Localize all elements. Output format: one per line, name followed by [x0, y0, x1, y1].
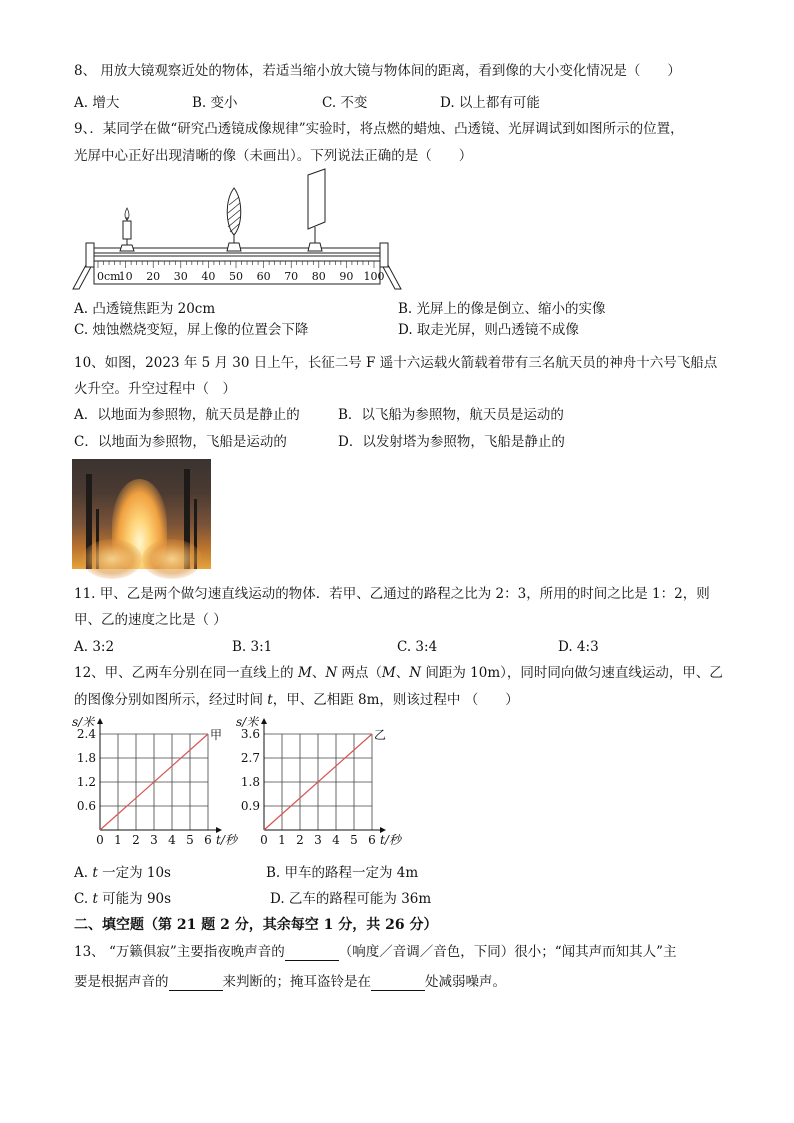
q9-option-c: C. 烛蚀燃烧变短，屏上像的位置会下降 — [74, 322, 309, 338]
rocket-launch-photo — [72, 459, 211, 569]
x-tick-label: 2 — [132, 833, 140, 847]
x-tick-label: 2 — [296, 833, 304, 847]
ruler-label: 70 — [284, 270, 299, 283]
ruler-label: 60 — [256, 270, 271, 283]
x-tick-label: 6 — [204, 833, 212, 847]
q8-option-c: C. 不变 — [322, 95, 368, 111]
q9-option-a: A. 凸透镜焦距为 20cm — [74, 301, 216, 317]
ruler-label: 50 — [229, 270, 243, 283]
ruler-label: 80 — [311, 270, 326, 283]
ruler-label: 100 — [363, 270, 385, 283]
q10-option-d: D．以发射塔为参照物，飞船是静止的 — [338, 434, 565, 450]
y-axis-arrow — [261, 718, 267, 724]
ruler-label: 30 — [173, 270, 188, 283]
q11-option-c: C. 3:4 — [397, 639, 438, 655]
bench-right-post — [380, 243, 388, 267]
q10-stem-line1: 10、如图，2023 年 5 月 30 日上午，长征二号 F 遥十六运载火箭载着带有三名航天员的神舟十六号飞船点 — [74, 355, 718, 371]
q10-option-c: C．以地面为参照物，飞船是运动的 — [74, 434, 287, 450]
series-label: 乙 — [374, 728, 387, 742]
ruler-label: 40 — [201, 270, 216, 283]
ruler-label: 90 — [339, 270, 354, 283]
q10-option-b: B．以飞船为参照物，航天员是运动的 — [338, 407, 564, 423]
q12-option-a: A. t 一定为 10s — [74, 865, 171, 881]
bench-rail-bottom — [94, 256, 380, 261]
bench-left-post — [86, 243, 94, 267]
q10-option-a: A．以地面为参照物，航天员是静止的 — [74, 407, 300, 423]
optical-bench-diagram — [72, 165, 402, 290]
graph-jia — [68, 715, 237, 848]
ruler-label: 10 — [118, 270, 133, 283]
q13-line1: 13、 “万籁俱寂”主要指夜晚声音的 （响度／音调／音色，下同）很小；“闻其声而知其人”主 — [74, 944, 677, 960]
q11-option-d: D. 4:3 — [558, 639, 599, 655]
series-label: 甲 — [210, 728, 223, 742]
x-axis-label: t/秒 — [380, 833, 401, 847]
q11-option-a: A. 3:2 — [74, 639, 115, 655]
convex-lens — [227, 188, 241, 251]
x-tick-label: 5 — [186, 833, 194, 847]
q12-option-c: C. t 可能为 90s — [74, 891, 172, 907]
x-axis-label: t/秒 — [216, 833, 237, 847]
q12-option-b: B. 甲车的路程一定为 4m — [266, 865, 419, 881]
x-tick-label: 0 — [96, 833, 104, 847]
q8-option-a: A. 增大 — [74, 95, 120, 111]
ruler-label: 20 — [146, 270, 161, 283]
q13-blank-1[interactable] — [285, 946, 339, 961]
q12-stem-line1: 12、甲、乙两车分别在同一直线上的 M、N 两点（M、N 间距为 10m），同时同向做匀速直线运动，甲、乙 — [74, 665, 723, 681]
q11-option-b: B. 3:1 — [232, 639, 273, 655]
q9-option-b: B. 光屏上的像是倒立、缩小的实像 — [398, 301, 606, 317]
y-tick-label: 0.6 — [76, 799, 96, 813]
q13-blank-3[interactable] — [371, 976, 425, 991]
y-tick-label: 1.8 — [76, 751, 96, 765]
graph-yi — [232, 715, 401, 848]
y-axis-label: s/米 — [72, 715, 95, 729]
x-tick-label: 4 — [168, 833, 176, 847]
q13-blank-2[interactable] — [169, 976, 223, 991]
q12-option-d: D. 乙车的路程可能为 36m — [270, 891, 432, 907]
y-tick-label: 0.9 — [240, 799, 260, 813]
y-axis-arrow — [97, 718, 103, 724]
x-tick-label: 5 — [350, 833, 358, 847]
y-tick-label: 1.8 — [240, 775, 260, 789]
q12-stem-line2: 的图像分别如图所示，经过时间 t，甲、乙相距 8m，则该过程中 （ ） — [74, 692, 519, 708]
q8-stem: 8、 用放大镜观察近处的物体，若适当缩小放大镜与物体间的距离，看到像的大小变化情况是（ ） — [74, 63, 681, 79]
q13-line2: 要是根据声音的 来判断的；掩耳盗铃是在 处减弱噪声。 — [74, 974, 506, 990]
x-tick-label: 3 — [150, 833, 158, 847]
x-tick-label: 1 — [278, 833, 286, 847]
ruler-label: 0cm — [97, 270, 121, 283]
q11-stem-line1: 11. 甲、乙是两个做匀速直线运动的物体．若甲、乙通过的路程之比为 2：3，所用的时间之比是 1：2，则 — [74, 586, 710, 602]
y-tick-label: 1.2 — [76, 775, 96, 789]
y-axis-label: s/米 — [236, 715, 259, 729]
x-tick-label: 1 — [114, 833, 122, 847]
light-screen — [308, 169, 325, 251]
bench-right-leg — [382, 265, 401, 289]
q8-option-d: D. 以上都有可能 — [440, 95, 540, 111]
candle — [120, 208, 134, 251]
q9-stem-line2: 光屏中心正好出现清晰的像（未画出）。下列说法正确的是（ ） — [74, 148, 473, 164]
y-tick-label: 3.6 — [240, 727, 260, 741]
x-tick-label: 0 — [260, 833, 268, 847]
y-tick-label: 2.4 — [76, 727, 96, 741]
x-tick-label: 6 — [368, 833, 376, 847]
q9-option-d: D. 取走光屏，则凸透镜不成像 — [398, 322, 579, 338]
q11-stem-line2: 甲、乙的速度之比是（ ） — [74, 612, 227, 628]
x-tick-label: 3 — [314, 833, 322, 847]
q8-option-b: B. 变小 — [192, 95, 238, 111]
q10-stem-line2: 火升空。升空过程中（ ） — [74, 381, 236, 397]
y-tick-label: 2.7 — [240, 751, 260, 765]
section-heading-fill-blank: 二、填空题（第 21 题 2 分，其余每空 1 分，共 26 分） — [74, 917, 438, 933]
x-tick-label: 4 — [332, 833, 340, 847]
q9-stem-line1: 9、．某同学在做“研究凸透镜成像规律”实验时，将点燃的蜡烛、凸透镜、光屏调试到如图所示的位置， — [74, 121, 684, 137]
bench-left-leg — [73, 265, 92, 289]
